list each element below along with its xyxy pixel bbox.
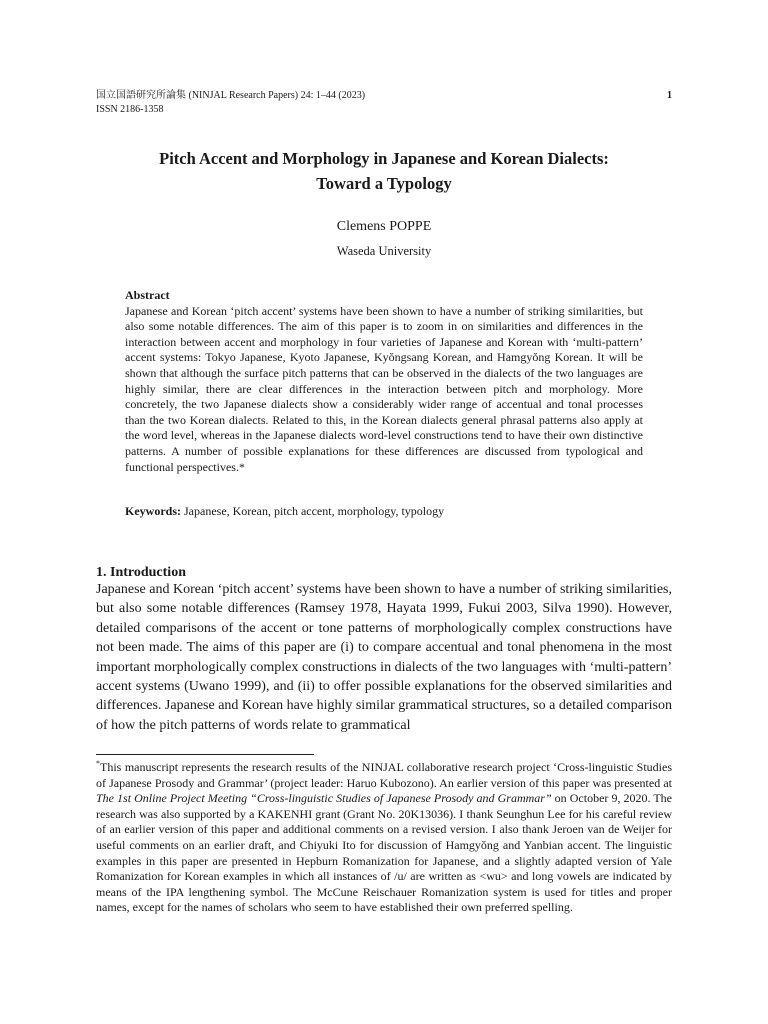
journal-citation: 国立国語研究所論集 (NINJAL Research Papers) 24: 1–44 (2023)	[96, 90, 366, 101]
title-line-2: Toward a Typology	[316, 174, 452, 193]
footnote-rule	[96, 754, 314, 755]
abstract-text: Japanese and Korean ‘pitch accent’ systems have been shown to have a number of striking similarities, but also some notable differences. The aim of this paper is to zoom in on similarities and differences in the interaction between accent and morphology in four varieties of Japanese and Korean with ‘multi-pattern’ accent systems: Tokyo Japanese, Kyoto Japanese, Kyŏngsang Korean, and Hamgyŏng Korean. It will be shown that although the surface pitch patterns that can be observed in the dialects of the two languages are highly similar, there are clear differences in the interaction between pitch and morphology. More concretely, the two Japanese dialects show a considerably wider range of accentual and tonal processes than the two Korean dialects. Related to this, in the Korean dialects general phrasal patterns also apply at the word level, whereas in the Japanese dialects word-level constructions tend to have their own distinctive patterns. A number of possible explanations for these differences are discussed from typological and functional perspectives.*	[125, 303, 643, 474]
footnote-text-italic: The 1st Online Project Meeting “Cross-linguistic Studies of Japanese Prosody and Grammar”	[96, 791, 552, 806]
running-header	[96, 89, 672, 117]
abstract-heading: Abstract	[125, 288, 170, 302]
issn-line: ISSN 2186-1358	[96, 104, 164, 115]
section-heading: 1. Introduction	[96, 565, 186, 580]
footnote-marker: *	[96, 759, 100, 768]
keywords-text: Japanese, Korean, pitch accent, morphology, typology	[184, 504, 445, 518]
abstract-block	[125, 288, 643, 475]
footnote-text-b: on October 9, 2020. The research was also supported by a KAKENHI grant (Grant No. 20K13036). I thank Seunghun Lee for his careful review of an earlier version of this paper and additional comments on a revised version. I also thank Jeroen van de Weijer for useful comments on an earlier draft, and Chiyuki Ito for discussion of Hamgyŏng and Yanbian accent. The linguistic examples in this paper are presented in Hepburn Romanization for Japanese, and a slightly adapted version of Yale Romanization for Korean examples in which all instances of /u/ are written as <wu> and long vowels are indicated by means of the IPA lengthening symbol. The McCune Reischauer Romanization system is used for titles and proper names, except for the names of scholars who seem to have established their own preferred spelling.	[96, 791, 673, 915]
footnote	[96, 756, 672, 916]
introduction-text: Japanese and Korean ‘pitch accent’ systems have been shown to have a number of striking similarities, but also some notable differences (Ramsey 1978, Hayata 1999, Fukui 2003, Silva 1990). However, detailed comparisons of the accent or tone patterns of morphologically complex constructions have not been made. The aims of this paper are (i) to compare accentual and tonal phenomena in the most important morphologically complex constructions in dialects of the two languages with ‘multi-pattern’ accent systems (Uwano 1999), and (ii) to offer possible explanations for the observed similarities and differences. Japanese and Korean have highly similar grammatical structures, so a detailed comparison of how the pitch patterns of words relate to grammatical	[96, 582, 672, 733]
author-affiliation: Waseda University	[336, 244, 432, 258]
page-number: 1	[667, 90, 672, 101]
author-name: Clemens POPPE	[336, 219, 432, 234]
keywords-label: Keywords:	[125, 504, 181, 518]
keywords-line	[125, 504, 643, 519]
paper-title	[96, 146, 672, 196]
title-line-1: Pitch Accent and Morphology in Japanese and Korean Dialects:	[159, 149, 609, 168]
footnote-text-a: This manuscript represents the research results of the NINJAL collaborative research project ‘Cross-linguistic Studies of Japanese Prosody and Grammar’ (project leader: Haruo Kubozono). An earlier version of this paper was presented at	[96, 760, 672, 790]
